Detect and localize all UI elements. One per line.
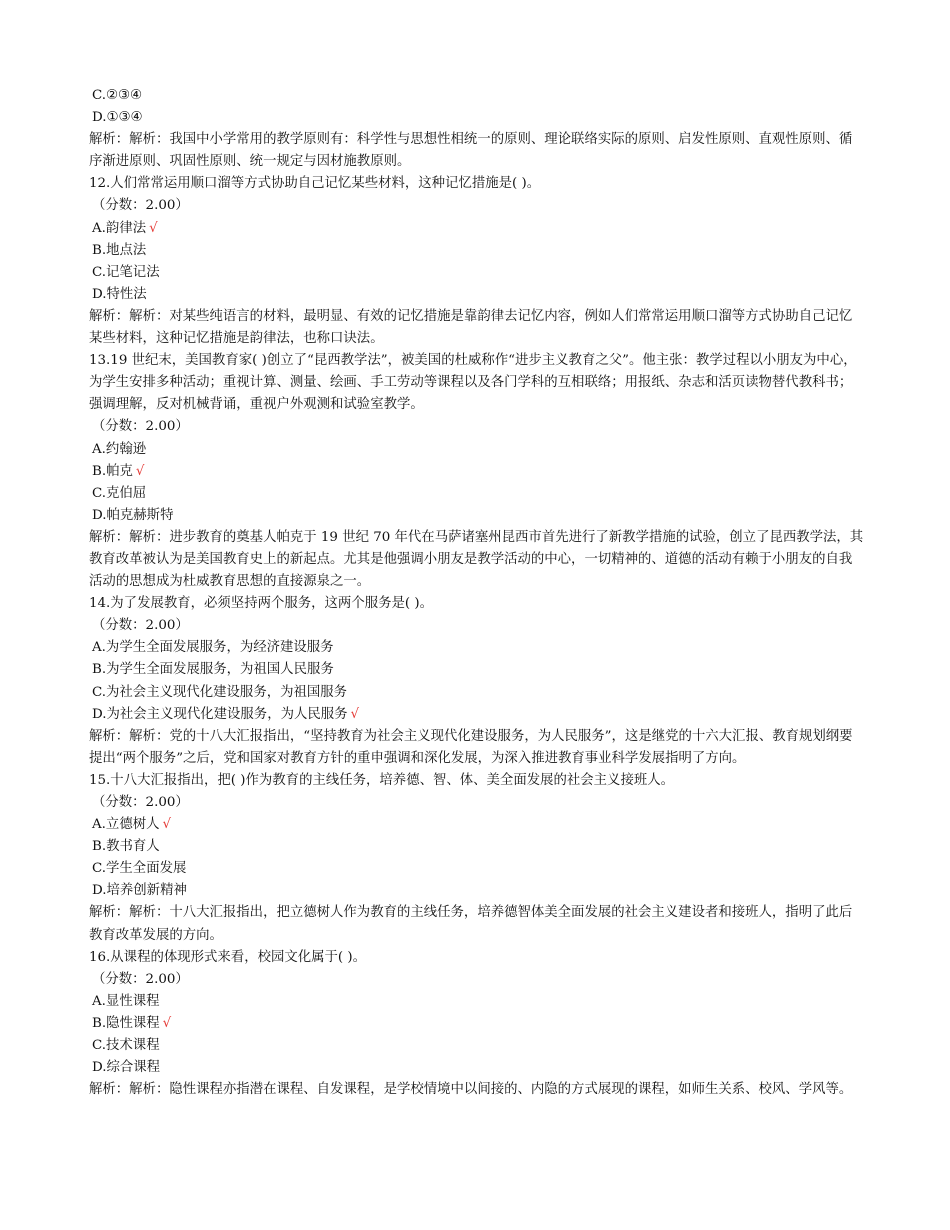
option-c: C.记笔记法 bbox=[92, 264, 160, 280]
option-d: D.帕克赫斯特 bbox=[92, 507, 174, 523]
option-b: B.为学生全面发展服务，为祖国人民服务 bbox=[92, 662, 334, 678]
option-b: B.地点法 bbox=[92, 242, 147, 258]
option-b: B.帕克 √ bbox=[92, 463, 145, 479]
question-block bbox=[89, 593, 865, 770]
option-a: A.立德树人 √ bbox=[92, 817, 172, 833]
question-stem: 15.十八大汇报指出，把( )作为教育的主线任务，培养德、智、体、美全面发展的社会主义接班人。 bbox=[89, 772, 675, 788]
question-stem: 12.人们常常运用顺口溜等方式协助自己记忆某些材料，这种记忆措施是( )。 bbox=[89, 176, 541, 192]
analysis-text: 解析：解析：党的十八大汇报指出，“坚持教育为社会主义现代化建设服务，为人民服务”，这是继党的十六大汇报、教育规划纲要提出“两个服务”之后，党和国家对教育方针的重申强调和深化发展，为深入推进教育事业科学发展指明了方向。 bbox=[89, 728, 853, 766]
score-label: （分数：2.00） bbox=[92, 971, 189, 987]
question-block bbox=[89, 770, 865, 947]
analysis-text: 解析：解析：我国中小学常用的教学原则有：科学性与思想性相统一的原则、理论联络实际的原则、启发性原则、直观性原则、循序渐进原则、巩固性原则、统一规定与因材施教原则。 bbox=[89, 132, 853, 170]
check-mark-icon: √ bbox=[162, 817, 172, 833]
question-stem: 13.19 世纪末，美国教育家( )创立了“昆西教学法”，被美国的杜威称作“进步主义教育之父”。他主张：教学过程以小朋友为中心，为学生安排多种活动；重视计算、测量、绘画、手工劳动等课程以及各门学科的互相联络；用报纸、杂志和活页读物替代教科书；强调理解，反对机械背诵，重视户外观测和试验室教学。 bbox=[89, 353, 857, 413]
option-c: C.克伯屈 bbox=[92, 485, 147, 501]
analysis-text: 解析：解析：十八大汇报指出，把立德树人作为教育的主线任务，培养德智体美全面发展的社会主义建设者和接班人，指明了此后教育改革发展的方向。 bbox=[89, 905, 853, 943]
check-mark-icon: √ bbox=[135, 463, 145, 479]
question-block bbox=[89, 350, 865, 593]
option-b: B.隐性课程 √ bbox=[92, 1015, 172, 1031]
option-a: A.显性课程 bbox=[92, 993, 160, 1009]
option-c: C.②③④ bbox=[92, 88, 143, 103]
option-d: D.特性法 bbox=[92, 286, 147, 302]
score-label: （分数：2.00） bbox=[92, 795, 189, 810]
question-stem: 14.为了发展教育，必须坚持两个服务，这两个服务是( )。 bbox=[89, 596, 433, 612]
check-mark-icon: √ bbox=[149, 220, 158, 236]
option-d: D.综合课程 bbox=[92, 1060, 161, 1076]
analysis-text: 解析：解析：对某些纯语言的材料，最明显、有效的记忆措施是靠韵律去记忆内容，例如人们常常运用顺口溜等方式协助自己记忆某些材料，这种记忆措施是韵律法，也称口诀法。 bbox=[89, 308, 853, 347]
option-a: A.为学生全面发展服务，为经济建设服务 bbox=[92, 640, 334, 656]
check-mark-icon: √ bbox=[162, 1015, 172, 1031]
analysis-text: 解析：解析：隐性课程亦指潜在课程、自发课程，是学校情境中以间接的、内隐的方式展现的课程，如师生关系、校风、学风等。 bbox=[89, 1082, 853, 1098]
question-block bbox=[89, 173, 865, 350]
carryover-block bbox=[89, 85, 865, 173]
question-stem: 16.从课程的体现形式来看，校园文化属于( )。 bbox=[89, 949, 367, 965]
question-block bbox=[89, 947, 865, 1102]
analysis-text: 解析：解析：进步教育的奠基人帕克于 19 世纪 70 年代在马萨诸塞州昆西市首先进行了新教学措施的试验，创立了昆西教学法，其教育改革被认为是美国教育史上的新起点。尤其是他强调小朋友是教学活动的中心，一切精神的、道德的活动有赖于小朋友的自我活动的思想成为杜威教育思想的直接源泉之一。 bbox=[89, 529, 864, 590]
option-a: A.约翰逊 bbox=[92, 441, 147, 457]
check-mark-icon: √ bbox=[350, 706, 360, 722]
option-d: D.培养创新精神 bbox=[92, 883, 187, 899]
option-d: D.①③④ bbox=[92, 110, 143, 126]
option-c: C.学生全面发展 bbox=[92, 861, 187, 877]
option-b: B.教书育人 bbox=[92, 839, 160, 855]
option-a: A.韵律法 √ bbox=[92, 220, 158, 236]
score-label: （分数：2.00） bbox=[92, 419, 189, 435]
score-label: （分数：2.00） bbox=[92, 198, 189, 214]
option-c: C.为社会主义现代化建设服务，为祖国服务 bbox=[92, 684, 348, 700]
option-d: D.为社会主义现代化建设服务，为人民服务 √ bbox=[92, 706, 360, 722]
exam-document bbox=[89, 85, 865, 1101]
option-c: C.技术课程 bbox=[92, 1038, 160, 1054]
score-label: （分数：2.00） bbox=[92, 618, 189, 634]
